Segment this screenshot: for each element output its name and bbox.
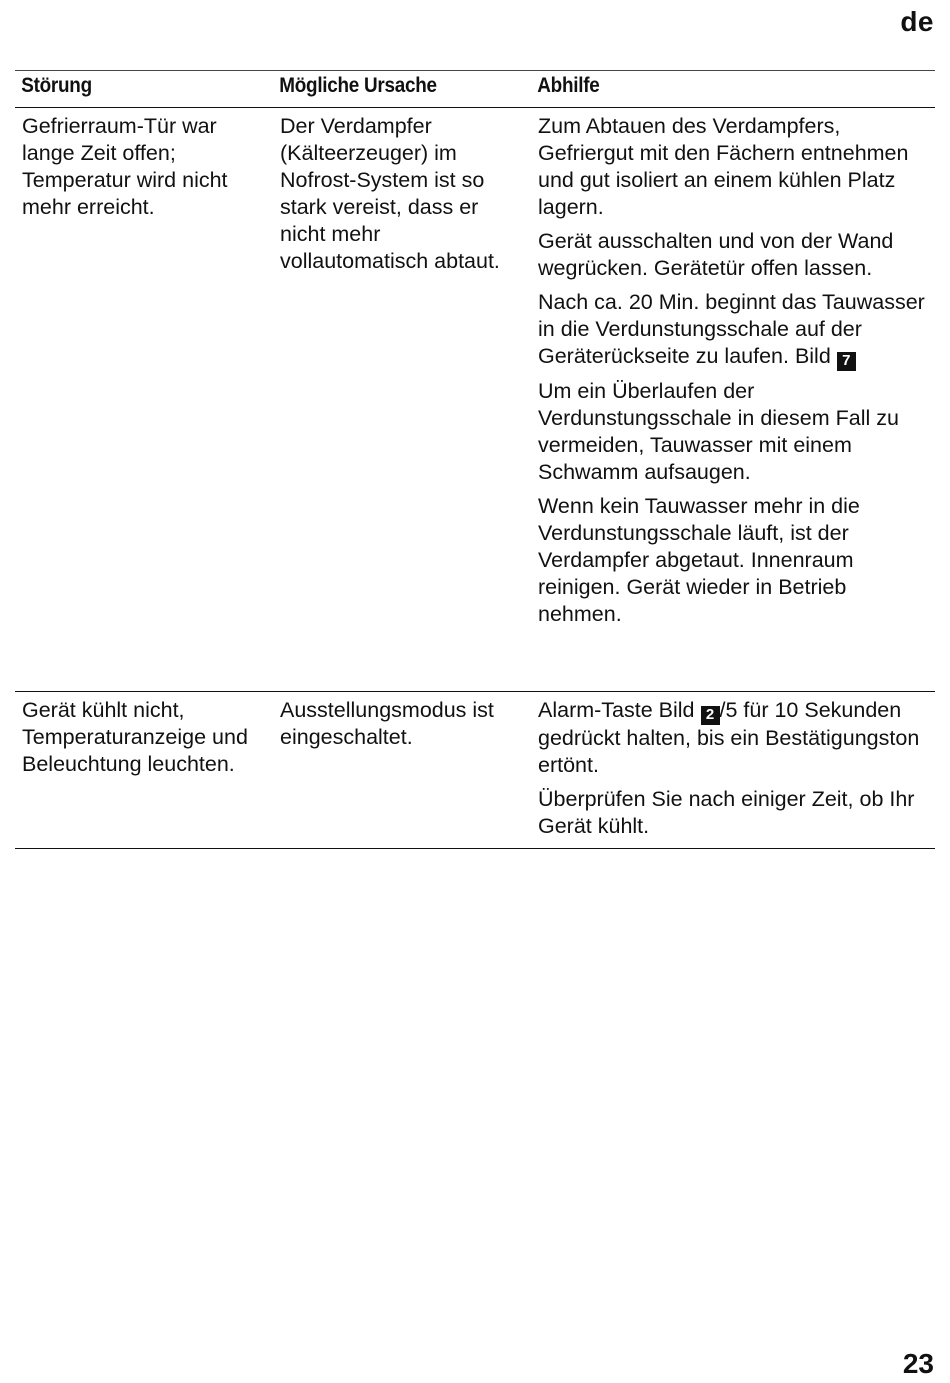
column-header-fault: Störung — [21, 74, 92, 97]
fault-cell: Gefrierraum-Tür war lange Zeit offen; Temperatur wird nicht mehr erreicht. — [22, 114, 228, 219]
remedy-paragraph — [538, 697, 929, 779]
remedy-paragraph: Überprüfen Sie nach einiger Zeit, ob Ihr Gerät kühlt. — [538, 787, 915, 838]
remedy-paragraph: Um ein Überlaufen der Verdunstungsschale in diesem Fall zu vermeiden, Tauwasser mit einem Schwamm aufsaugen. — [538, 379, 899, 484]
cause-cell: Der Verdampfer (Kälteerzeuger) im Nofrost-System ist so stark vereist, dass er nicht mehr vollautomatisch abtaut. — [280, 114, 500, 273]
remedy-cell — [531, 108, 935, 691]
column-header-remedy: Abhilfe — [537, 74, 600, 97]
remedy-text: /5 für 10 Sekunden gedrückt halten, bis ein Bestätigungston ertönt. — [538, 698, 920, 777]
remedy-paragraph: Wenn kein Tauwasser mehr in die Verdunstungsschale läuft, ist der Verdampfer abgetaut. Innenraum reinigen. Gerät wieder in Betrieb nehmen. — [538, 494, 860, 626]
remedy-text: Nach ca. 20 Min. beginnt das Tauwasser in die Verdunstungsschale auf der Geräterückseite zu laufen. Bild — [538, 290, 925, 368]
remedy-paragraph: Gerät ausschalten und von der Wand wegrücken. Gerätetür offen lassen. — [538, 229, 894, 280]
table-row — [15, 692, 935, 849]
page-number: 23 — [902, 1348, 934, 1379]
remedy-paragraph: Zum Abtauen des Verdampfers, Gefriergut mit den Fächern entnehmen und gut isoliert an einem kühlen Platz lagern. — [538, 114, 909, 219]
column-header-cause: Mögliche Ursache — [279, 74, 437, 97]
table-header-row — [15, 70, 935, 108]
troubleshooting-table — [15, 70, 935, 849]
remedy-cell — [531, 692, 935, 848]
language-code: de — [900, 6, 934, 37]
remedy-paragraph — [538, 289, 929, 371]
figure-reference-badge: 2 — [701, 706, 720, 725]
remedy-text: Alarm-Taste Bild — [538, 698, 701, 722]
figure-reference-badge: 7 — [837, 352, 856, 371]
cause-cell: Ausstellungsmodus ist eingeschaltet. — [280, 698, 494, 749]
fault-cell: Gerät kühlt nicht, Temperaturanzeige und Beleuchtung leuchten. — [22, 698, 248, 776]
table-row — [15, 108, 935, 692]
